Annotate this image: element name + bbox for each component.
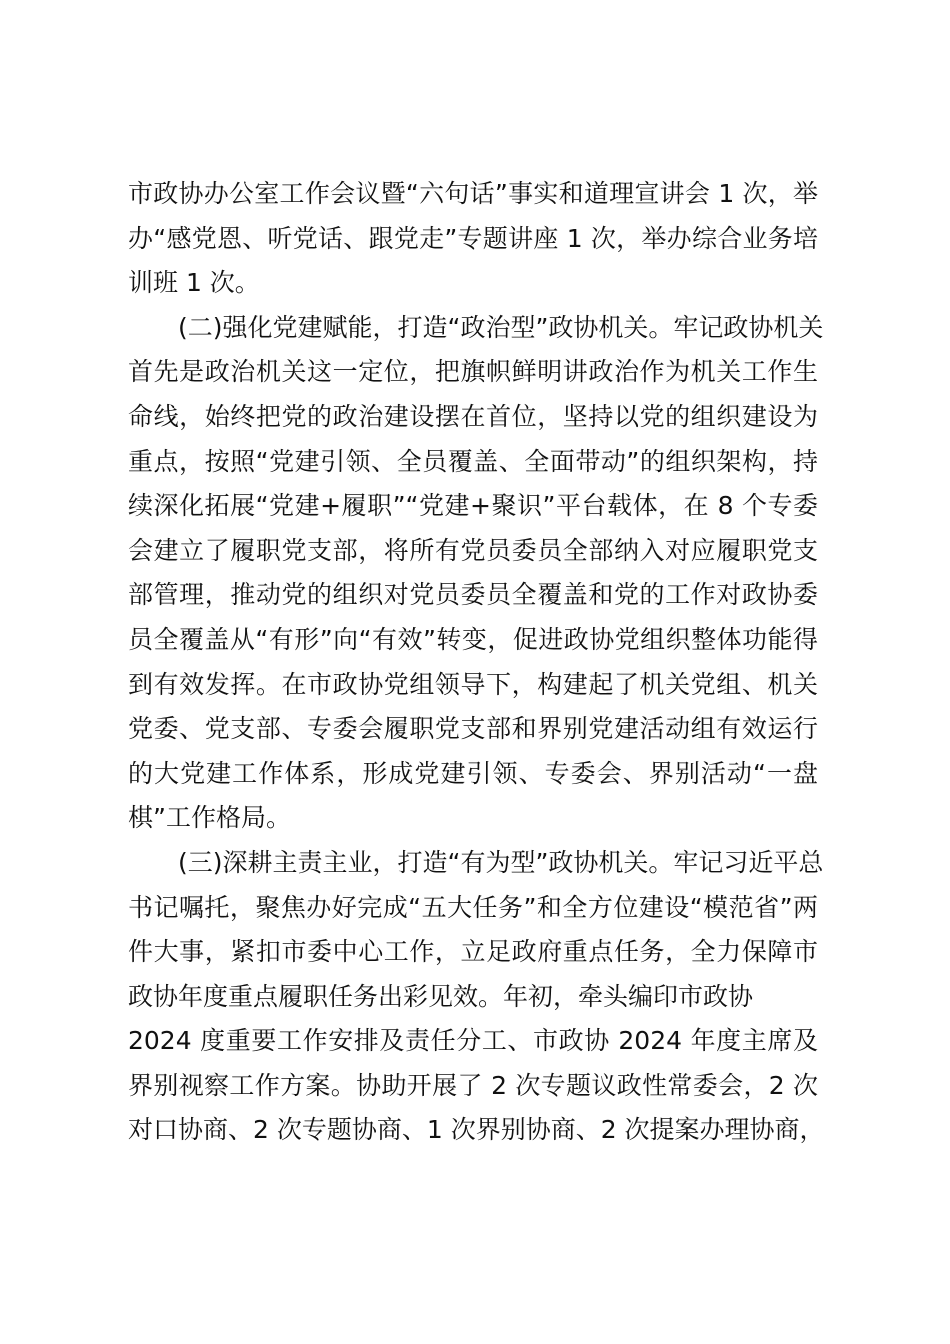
text-line: 棋”工作格局。: [128, 803, 291, 833]
text-line: 件大事，紧扣市委中心工作，立足政府重点任务，全力保障市: [128, 937, 818, 967]
text-line: 到有效发挥。在市政协党组领导下，构建起了机关党组、机关: [128, 669, 818, 699]
text-line: 的大党建工作体系，形成党建引领、专委会、界别活动“一盘: [128, 758, 818, 788]
text-line: (三)深耕主责主业，打造“有为型”政协机关。牢记习近平总: [178, 847, 824, 877]
text-line: 界别视察工作方案。协助开展了 2 次专题议政性常委会，2 次: [128, 1070, 818, 1100]
text-line: 员全覆盖从“有形”向“有效”转变，促进政协党组织整体功能得: [128, 624, 818, 654]
text-line: 2024 度重要工作安排及责任分工、市政协 2024 年度主席及: [128, 1026, 818, 1056]
text-line: 书记嘱托，聚焦办好完成“五大任务”和全方位建设“模范省”两: [128, 892, 818, 922]
text-line: 会建立了履职党支部，将所有党员委员全部纳入对应履职党支: [128, 535, 818, 565]
text-line: 训班 1 次。: [128, 268, 260, 298]
text-line: 重点，按照“党建引领、全员覆盖、全面带动”的组织架构，持: [128, 446, 818, 476]
text-line: 对口协商、2 次专题协商、1 次界别协商、2 次提案办理协商，: [128, 1115, 825, 1145]
text-line: 部管理，推动党的组织对党员委员全覆盖和党的工作对政协委: [128, 580, 818, 610]
text-line: (二)强化党建赋能，打造“政治型”政协机关。牢记政协机关: [178, 312, 824, 342]
text-line: 办“感党恩、听党话、跟党走”专题讲座 1 次，举办综合业务培: [128, 223, 818, 253]
text-line: 市政协办公室工作会议暨“六句话”事实和道理宣讲会 1 次，举: [128, 179, 818, 208]
text-line: 续深化拓展“党建+履职”“党建+聚识”平台载体，在 8 个专委: [128, 491, 818, 521]
text-line: 命线，始终把党的政治建设摆在首位，坚持以党的组织建设为: [128, 401, 818, 431]
text-line: 首先是政治机关这一定位，把旗帜鲜明讲政治作为机关工作生: [128, 357, 818, 387]
body-text: [128, 172, 825, 1153]
text-line: 党委、党支部、专委会履职党支部和界别党建活动组有效运行: [128, 714, 818, 744]
text-line: 政协年度重点履职任务出彩见效。年初，牵头编印市政协: [128, 981, 754, 1011]
